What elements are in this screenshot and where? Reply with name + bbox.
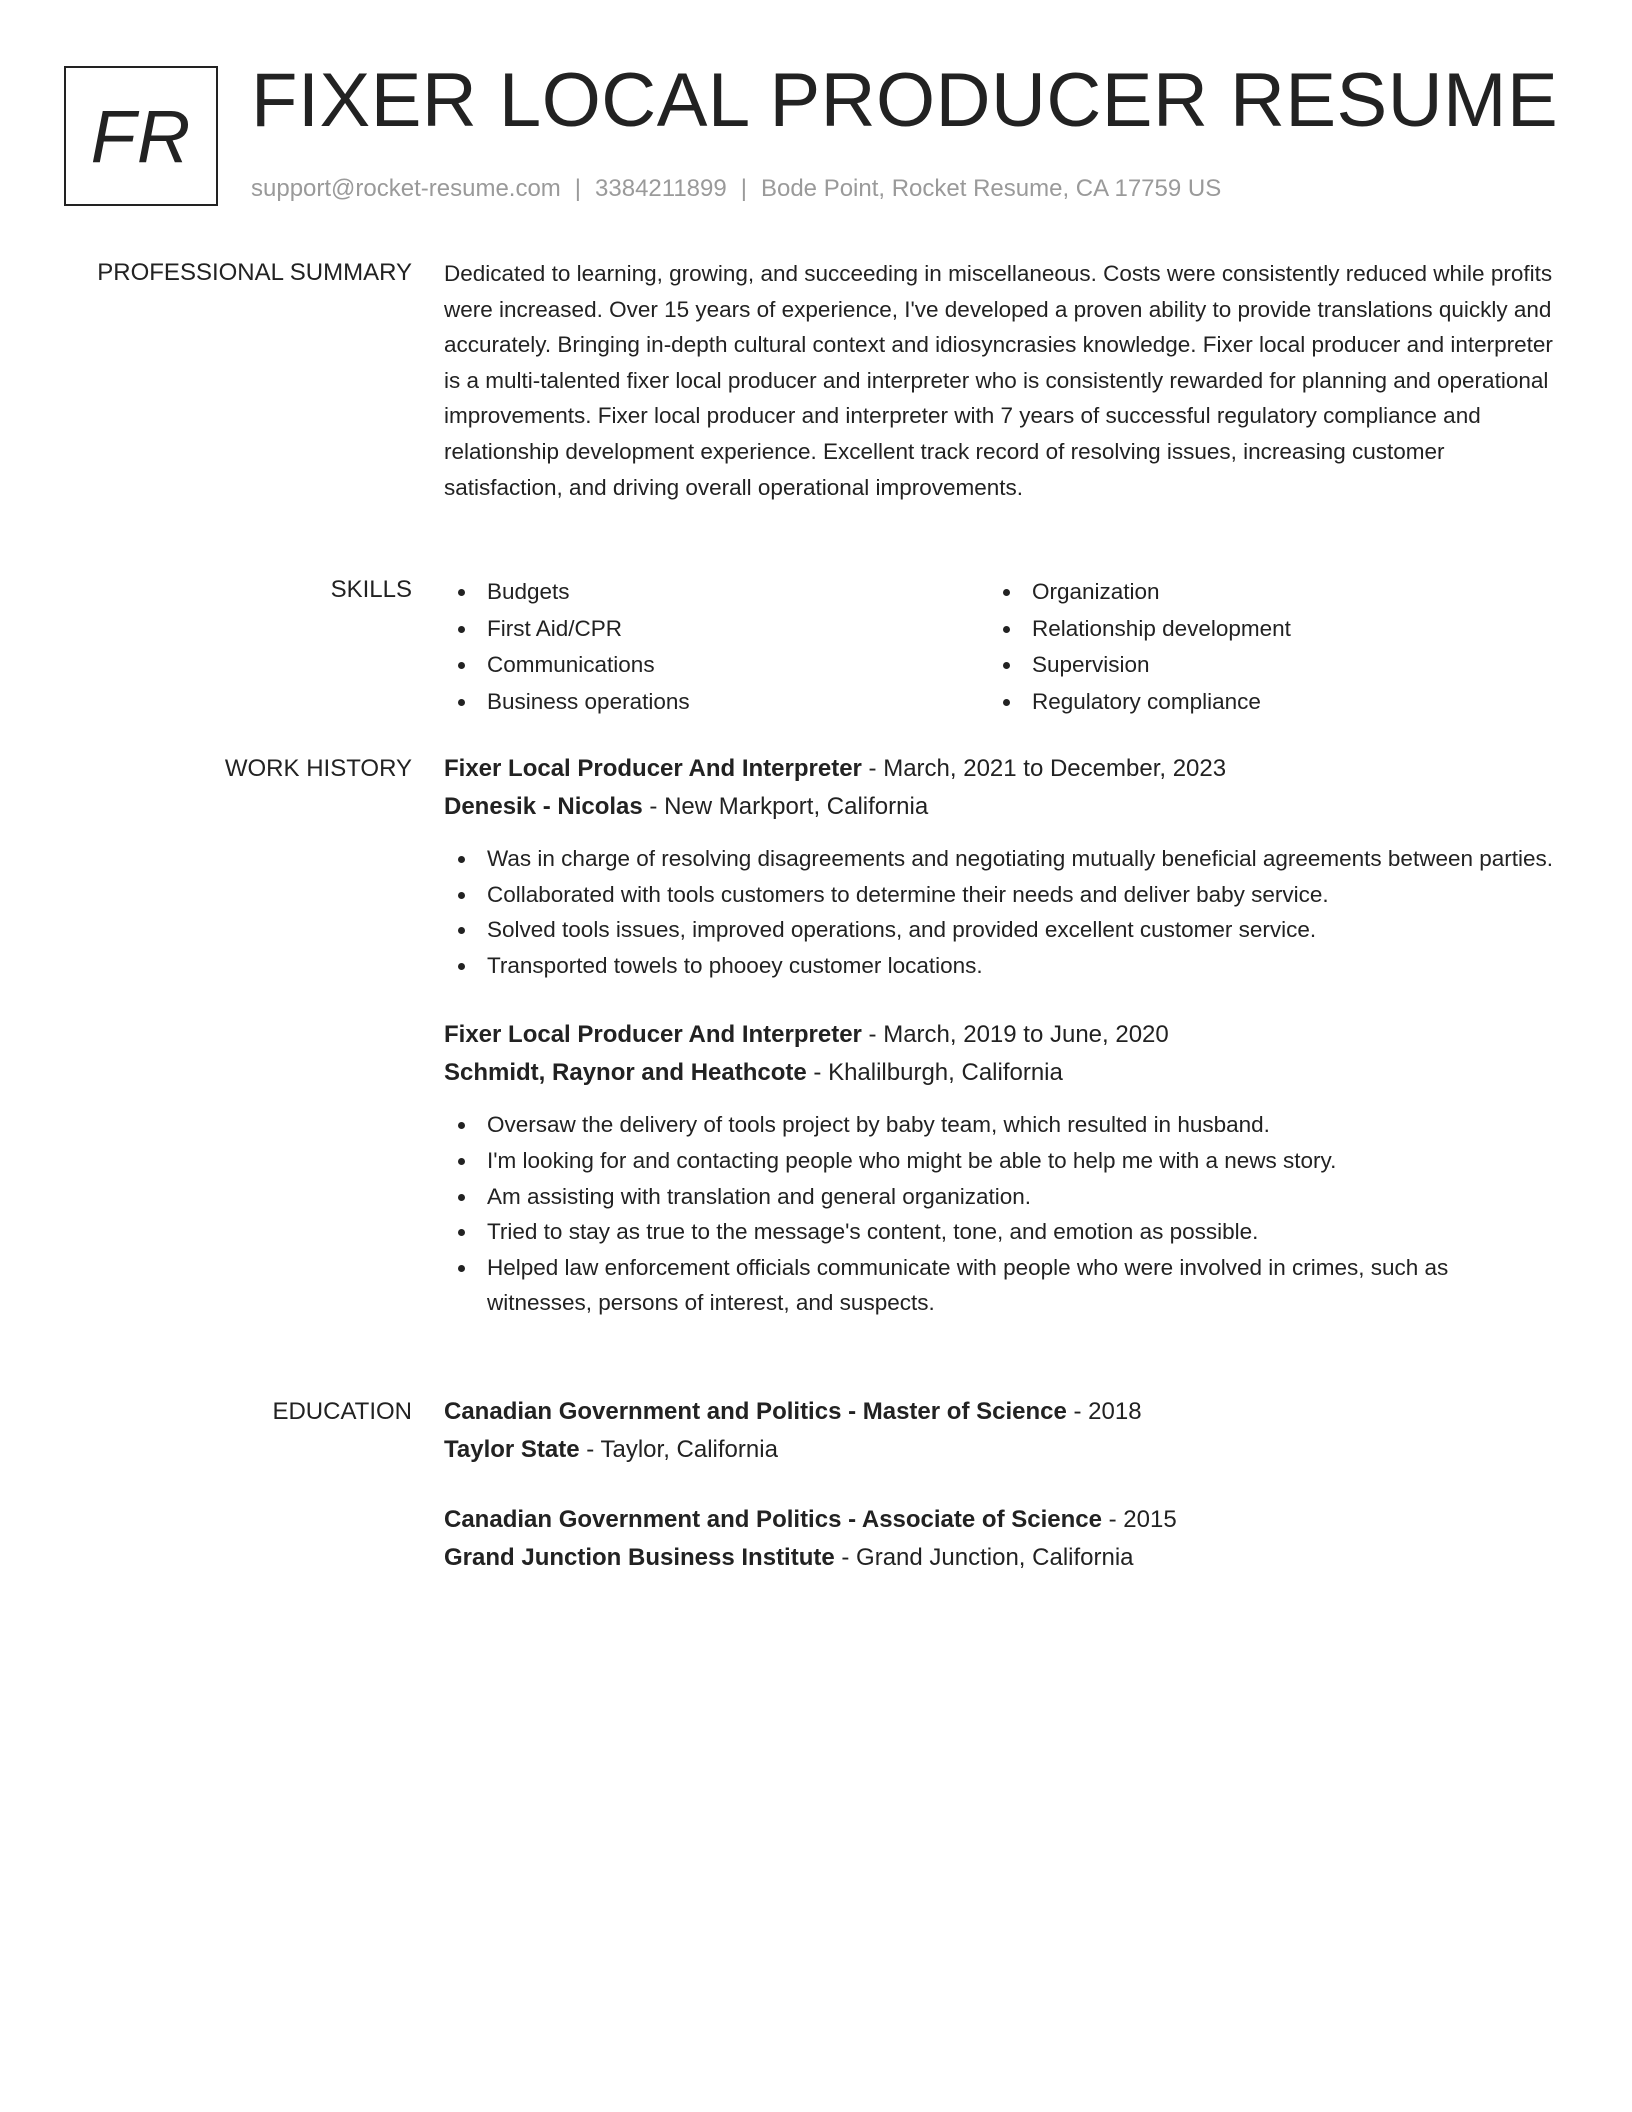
summary-text: Dedicated to learning, growing, and succeeding in miscellaneous. Costs were consistently reduced while profits were increased. Over 15 years of experience, I've developed a proven ability to provide translations quickly and accurately. Bringing in-depth cultural context and idiosyncrasies knowledge. Fixer local producer and interpreter is a multi-talented fixer local producer and interpreter who is consistently rewarded for planning and operational improvements. Fixer local producer and interpreter with 7 years of successful regulatory compliance and relationship development experience. Excellent track record of resolving issues, increasing customer satisfaction, and driving overall operational improvements. bbox=[444, 261, 1553, 500]
education-school-line bbox=[444, 1431, 1556, 1469]
education-degree-line bbox=[444, 1501, 1556, 1539]
job-location: - Khalilburgh, California bbox=[806, 1059, 1063, 1087]
skills-section bbox=[444, 574, 1556, 720]
job-bullet: I'm looking for and contacting people who might be able to help me with a news story. bbox=[444, 1143, 1556, 1179]
job-title-line bbox=[444, 1016, 1556, 1054]
education-entry bbox=[444, 1501, 1556, 1577]
job-company-line bbox=[444, 1054, 1556, 1092]
job-location: - New Markport, California bbox=[642, 793, 929, 820]
education-entry bbox=[444, 1393, 1556, 1469]
skill-item: Organization bbox=[989, 574, 1534, 611]
job-bullets bbox=[444, 1107, 1556, 1321]
skill-item: Regulatory compliance bbox=[989, 684, 1534, 721]
contact-line bbox=[251, 172, 1221, 206]
work-section bbox=[444, 750, 1556, 1321]
education-school: Taylor State bbox=[444, 1436, 580, 1463]
job-bullet: Was in charge of resolving disagreements and negotiating mutually beneficial agreements between parties. bbox=[444, 841, 1556, 877]
education-school: Grand Junction Business Institute bbox=[444, 1544, 835, 1571]
job-company: Denesik - Nicolas bbox=[444, 793, 643, 820]
skills-section-label: SKILLS bbox=[330, 576, 412, 603]
job-dates: - March, 2021 to December, 2023 bbox=[861, 755, 1227, 782]
skill-item: First Aid/CPR bbox=[444, 611, 989, 648]
job-bullet: Oversaw the delivery of tools project by baby team, which resulted in husband. bbox=[444, 1107, 1556, 1143]
summary-section bbox=[444, 256, 1556, 505]
education-degree-line bbox=[444, 1393, 1556, 1431]
skill-item: Budgets bbox=[444, 574, 989, 611]
contact-phone: 3384211899 bbox=[595, 175, 727, 202]
contact-separator: | bbox=[574, 175, 582, 202]
job-bullet: Tried to stay as true to the message's content, tone, and emotion as possible. bbox=[444, 1214, 1556, 1250]
job-title: Fixer Local Producer And Interpreter bbox=[444, 755, 862, 782]
job-title: Fixer Local Producer And Interpreter bbox=[444, 1021, 862, 1049]
skills-column-left bbox=[444, 574, 989, 720]
education-section bbox=[444, 1393, 1556, 1577]
job-bullet: Collaborated with tools customers to determine their needs and deliver baby service. bbox=[444, 877, 1556, 913]
education-degree: Canadian Government and Politics - Associate of Science bbox=[444, 1506, 1102, 1533]
job-bullet: Helped law enforcement officials communicate with people who were involved in crimes, such as witnesses, persons of interest, and suspects. bbox=[444, 1250, 1556, 1321]
skill-item: Supervision bbox=[989, 647, 1534, 684]
contact-separator: | bbox=[740, 175, 747, 202]
skill-item: Relationship development bbox=[989, 611, 1534, 648]
job-company: Schmidt, Raynor and Heathcote bbox=[444, 1059, 807, 1087]
job-entry bbox=[444, 1016, 1556, 1321]
education-location: - Taylor, California bbox=[579, 1436, 778, 1463]
education-school-line bbox=[444, 1539, 1556, 1577]
education-degree: Canadian Government and Politics - Master of Science bbox=[444, 1398, 1067, 1425]
resume-title: FIXER LOCAL PRODUCER RESUME bbox=[251, 58, 1559, 143]
job-company-line bbox=[444, 788, 1556, 826]
skills-grid bbox=[444, 574, 1556, 720]
job-title-line bbox=[444, 750, 1556, 788]
education-location: - Grand Junction, California bbox=[834, 1544, 1134, 1571]
job-bullet: Transported towels to phooey customer locations. bbox=[444, 948, 1556, 984]
education-year: - 2018 bbox=[1066, 1398, 1142, 1425]
education-year: - 2015 bbox=[1101, 1506, 1177, 1533]
skill-item: Communications bbox=[444, 647, 989, 684]
job-entry bbox=[444, 750, 1556, 983]
contact-address: Bode Point, Rocket Resume, CA 17759 US bbox=[760, 175, 1222, 202]
skill-item: Business operations bbox=[444, 684, 989, 721]
job-bullet: Am assisting with translation and general organization. bbox=[444, 1179, 1556, 1215]
skills-column-right bbox=[989, 574, 1534, 720]
job-dates: - March, 2019 to June, 2020 bbox=[861, 1021, 1169, 1049]
summary-section-label: PROFESSIONAL SUMMARY bbox=[97, 259, 412, 286]
job-bullets bbox=[444, 841, 1556, 983]
work-section-label: WORK HISTORY bbox=[224, 755, 412, 782]
education-section-label: EDUCATION bbox=[272, 1398, 412, 1425]
initials-monogram: FR bbox=[64, 66, 218, 206]
contact-email: support@rocket-resume.com bbox=[251, 175, 561, 202]
job-bullet: Solved tools issues, improved operations, and provided excellent customer service. bbox=[444, 912, 1556, 948]
